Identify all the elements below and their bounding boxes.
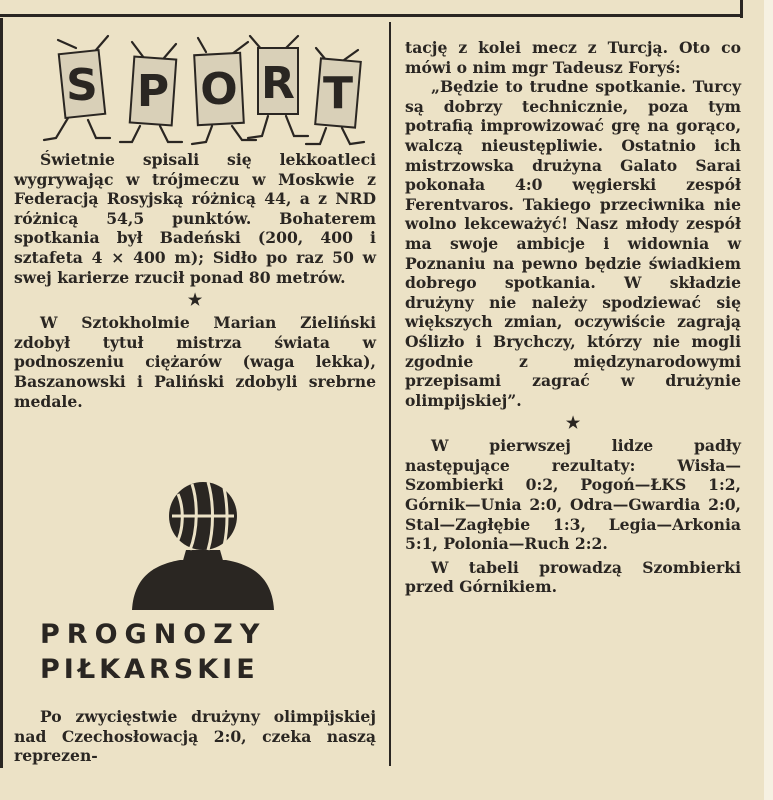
turkey-intro-paragraph: tację z kolei mecz z Turcją. Oto co mówi o nim mgr Tadeusz Foryś: bbox=[405, 38, 741, 77]
league-results-paragraph: W pierwszej lidze padły następujące rezultaty: Wisła—Szombierki 0:2, Pogoń—ŁKS 1:2, Górnik—Unia 2:0, Odra—Gwardia 2:0, Stal—Zagłębie 1:3, Legia—Arkonia 5:1, Polonia—Ruch 2:2. bbox=[405, 436, 741, 554]
football-player-illustration bbox=[128, 478, 278, 610]
left-rule bbox=[0, 18, 3, 768]
weightlifting-paragraph: W Sztokholmie Marian Zieliński zdobył tytuł mistrza świata w podnoszeniu ciężarów (waga lekka), Baszanowski i Paliński zdobyli srebrne medale. bbox=[14, 313, 376, 411]
column-divider bbox=[389, 22, 391, 766]
forys-quote-paragraph: „Będzie to trudne spotkanie. Turcy są dobrzy technicznie, poza tym potrafią improwizować grę na gorąco, walczą nieustępliwie. Ostatnio ich mistrzowska drużyna Galato Sarai pokonała 4:0 węgierski zespół Ferentvaros. Takiego przeciwnika nie wolno lekceważyć! Nasz młody zespół ma swoje ambicje i widownia w Poznaniu na pewno będzie świadkiem dobrego spotkania. W składzie drużyny nie należy spodziewać się większych zmian, oczywiście zagrają Oślizło i Brychczy, którzy nie mogli zgodnie z międzynarodowymi przepisami zagrać w drużynie olimpijskiej”. bbox=[405, 77, 741, 410]
right-column bbox=[405, 38, 741, 597]
logo-letter-s: S bbox=[66, 60, 98, 111]
logo-letter-o: O bbox=[200, 64, 238, 115]
olympic-team-paragraph-container bbox=[14, 707, 376, 766]
olympic-team-paragraph: Po zwycięstwie drużyny olimpijskiej nad Czechosłowacją 2:0, czeka naszą reprezen- bbox=[14, 707, 376, 766]
heading-pilkarskie: PIŁKARSKIE bbox=[40, 654, 259, 685]
heading-prognozy: PROGNOZY bbox=[40, 619, 267, 650]
league-table-paragraph: W tabeli prowadzą Szombierki przed Górnikiem. bbox=[405, 557, 741, 597]
left-column bbox=[14, 150, 376, 411]
sport-logo-illustration bbox=[36, 30, 366, 150]
logo-letter-p: P bbox=[136, 66, 170, 117]
logo-letter-r: R bbox=[261, 58, 295, 109]
top-right-rule bbox=[740, 0, 743, 18]
separator-star-icon: ★ bbox=[565, 413, 581, 433]
athletics-paragraph: Świetnie spisali się lekkoatleci wygrywając w trójmeczu w Moskwie z Federacją Rosyjską różnicą 44, a z NRD różnicą 54,5 punktów. Bohaterem spotkania był Badeński (200, 400 i sztafeta 4 × 400 m); Sidło po raz 50 w swej karierze rzucił ponad 80 metrów. bbox=[14, 150, 376, 287]
top-rule bbox=[0, 14, 742, 17]
paper-edge bbox=[764, 0, 773, 800]
separator-star-icon: ★ bbox=[187, 290, 203, 310]
logo-letter-t: T bbox=[322, 68, 354, 119]
